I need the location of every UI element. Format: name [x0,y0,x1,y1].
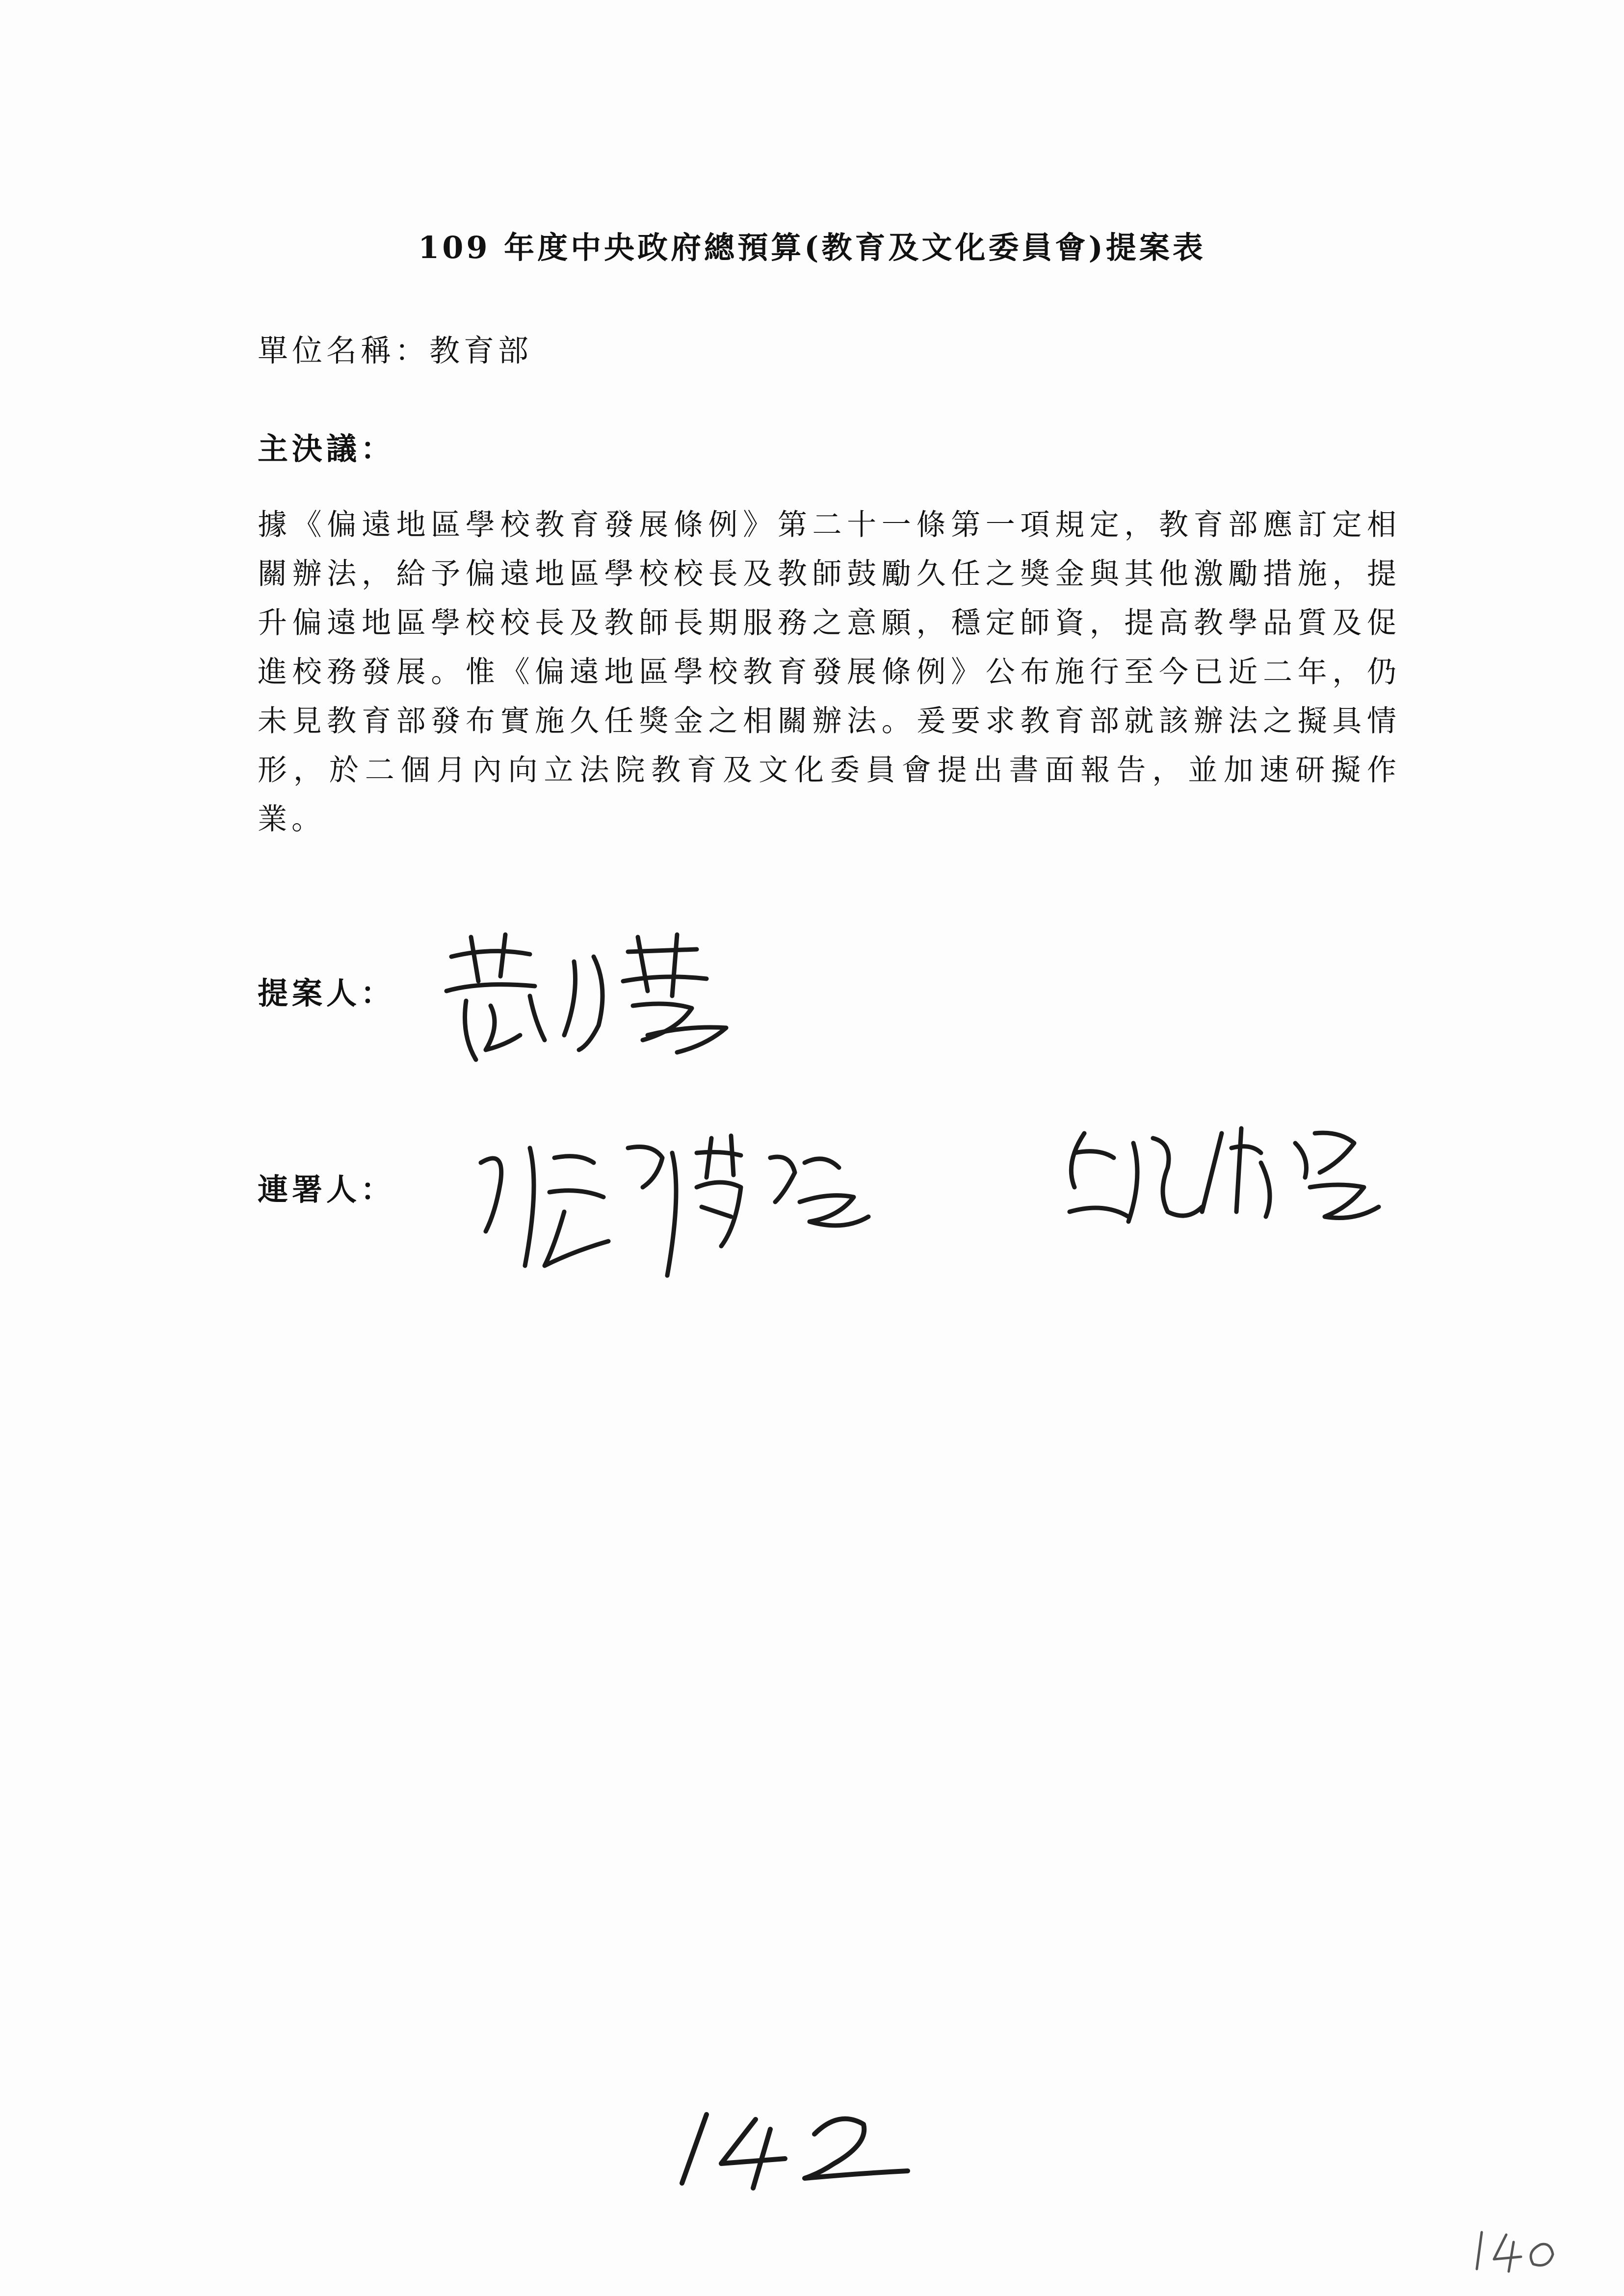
cosigner-signature-1 [466,1119,1006,1295]
page-number-main [672,2100,927,2200]
unit-name: 單位名稱：教育部 [258,333,533,368]
document-title: 109 年度中央政府總預算(教育及文化委員會)提案表 [418,230,1206,265]
resolution-body: 據《偏遠地區學校教育發展條例》第二十一條第一項規定，教育部應訂定相關辦法，給予偏遠地區學校校長及教師鼓勵久任之獎金與其他激勵措施，提升偏遠地區學校校長及教師長期服務之意願，穩定師資，提高教學品質及促進校務發展。惟《偏遠地區學校教育發展條例》公布施行至今已近二年，仍未見教育部發布實施久任獎金之相關辦法。爰要求教育部就該辦法之擬具情形，於二個月內向立法院教育及文化委員會提出書面報告，並加速研擬作業。 [258,508,1401,836]
cosigner-signature-2 [1055,1114,1398,1241]
proposer-label: 提案人： [258,975,395,1011]
main-resolution-heading: 主決議： [258,431,395,467]
cosigner-label: 連署人： [258,1172,395,1207]
proposer-signature [432,927,746,1074]
page-number-corner [1467,2222,1565,2278]
